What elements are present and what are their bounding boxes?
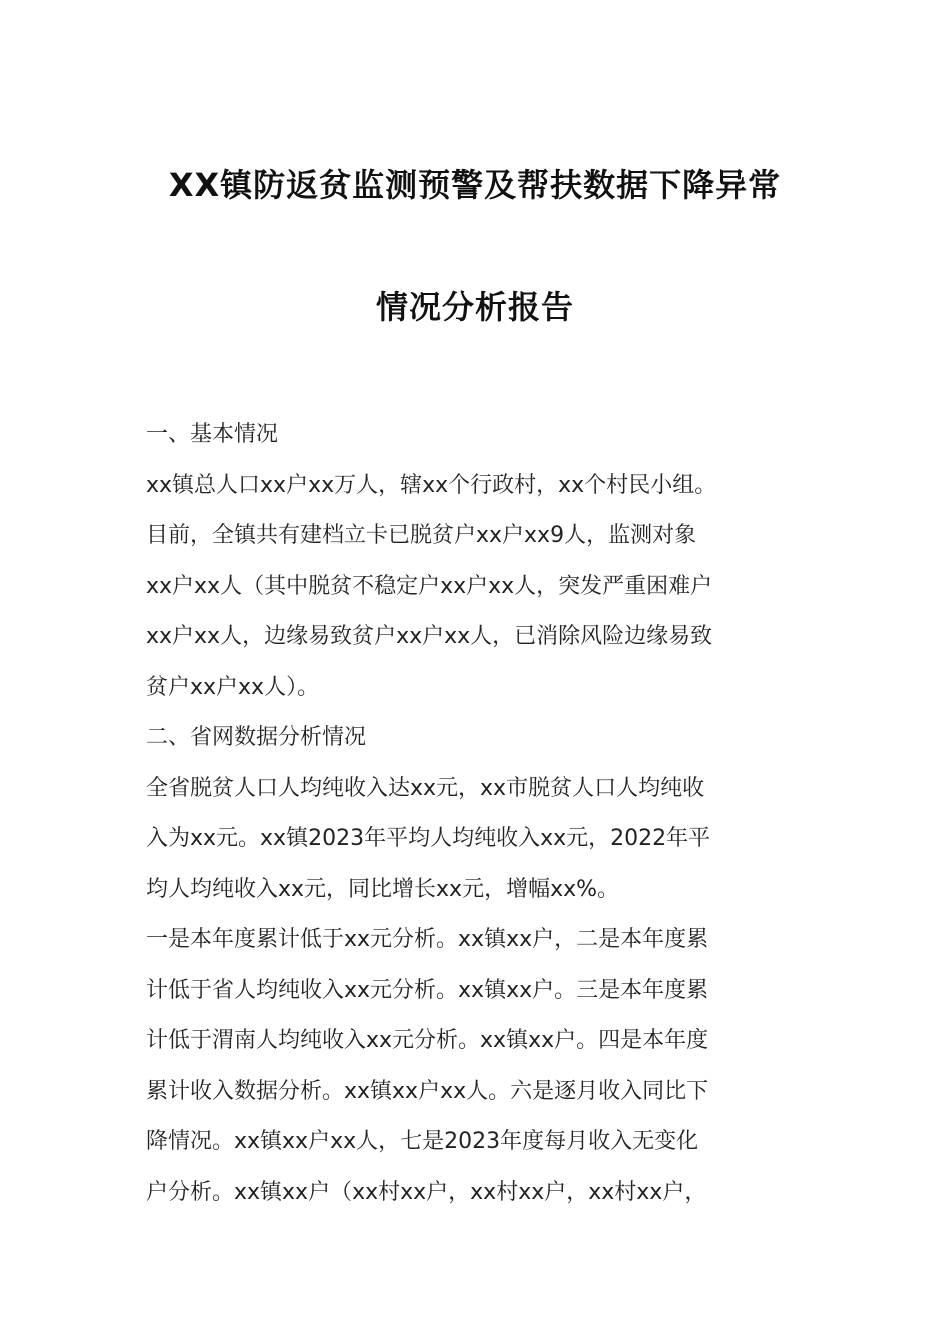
paragraph-line: 入为xx元。xx镇2023年平均人均纯收入xx元，2022年平: [146, 826, 711, 851]
paragraph-line: 降情况。xx镇xx户xx人，七是2023年度每月收入无变化: [146, 1129, 699, 1154]
document-title-line-1: XX镇防返贫监测预警及帮扶数据下降异常: [168, 166, 782, 204]
section-heading-provincial-data-analysis: 二、省网数据分析情况: [146, 725, 367, 750]
document-body: [146, 410, 808, 1218]
paragraph-line: xx户xx人，边缘易致贫户xx户xx人，已消除风险边缘易致: [146, 624, 713, 649]
paragraph-line: 贫户xx户xx人）。: [146, 674, 320, 700]
paragraph-line: 户分析。xx镇xx户（xx村xx户，xx村xx户，xx村xx户，: [146, 1179, 707, 1205]
paragraph-line: 计低于渭南人均纯收入xx元分析。xx镇xx户。四是本年度: [146, 1028, 709, 1053]
paragraph-line: 计低于省人均纯收入xx元分析。xx镇xx户。三是本年度累: [146, 977, 709, 1003]
paragraph-line: xx镇总人口xx户xx万人，辖xx个行政村，xx个村民小组。: [146, 472, 717, 498]
paragraph-line: 全省脱贫人口人均纯收入达xx元，xx市脱贫人口人均纯收: [146, 775, 705, 801]
paragraph-line: 目前，全镇共有建档立卡已脱贫户xx户xx9人，监测对象: [146, 523, 697, 548]
paragraph-line: 累计收入数据分析。xx镇xx户xx人。六是逐月收入同比下: [146, 1078, 709, 1104]
paragraph-line: 均人均纯收入xx元，同比增长xx元，增幅xx%。: [146, 876, 620, 902]
paragraph-line: xx户xx人（其中脱贫不稳定户xx户xx人，突发严重困难户: [146, 573, 713, 599]
document-title-line-2: 情况分析报告: [375, 288, 574, 326]
section-heading-basic-situation: 一、基本情况: [146, 422, 279, 447]
paragraph-line: 一是本年度累计低于xx元分析。xx镇xx户，二是本年度累: [146, 927, 709, 952]
